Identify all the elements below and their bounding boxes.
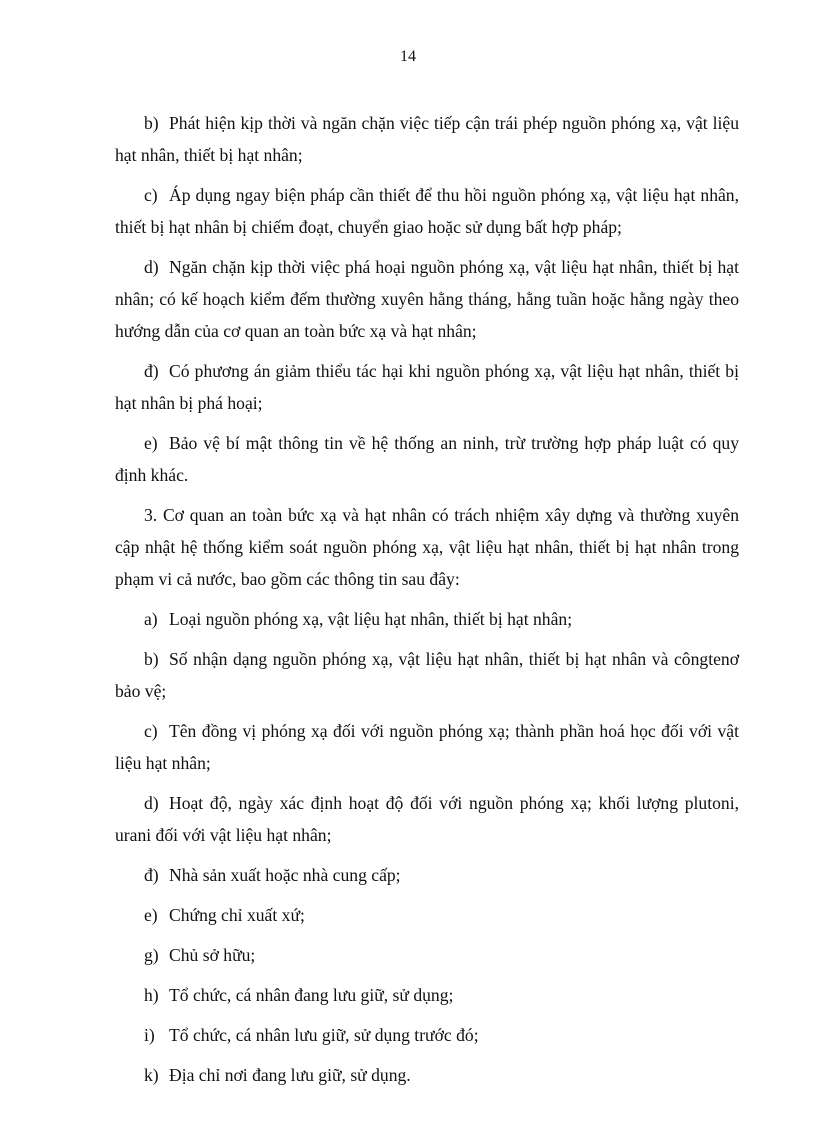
paragraph-dd: [115, 355, 739, 419]
paragraph-text: Tên đồng vị phóng xạ đối với nguồn phóng xạ; thành phần hoá học đối với vật liệu hạt nhân;: [115, 721, 739, 773]
list-marker: đ): [144, 361, 159, 381]
paragraph-text: Có phương án giảm thiểu tác hại khi nguồn phóng xạ, vật liệu hạt nhân, thiết bị hạt nhân bị phá hoại;: [115, 361, 739, 413]
paragraph-text: Nhà sản xuất hoặc nhà cung cấp;: [169, 865, 401, 885]
list-marker: i): [144, 1025, 155, 1045]
item-c: [115, 715, 739, 779]
clause-3: [115, 499, 739, 595]
list-marker: e): [144, 433, 158, 453]
paragraph-text: Bảo vệ bí mật thông tin về hệ thống an ninh, trừ trường hợp pháp luật có quy định khác.: [115, 433, 739, 485]
paragraph-text: Phát hiện kịp thời và ngăn chặn việc tiếp cận trái phép nguồn phóng xạ, vật liệu hạt nhân, thiết bị hạt nhân;: [115, 113, 739, 165]
list-marker: d): [144, 793, 159, 813]
list-marker: đ): [144, 865, 159, 885]
paragraph-text: Tổ chức, cá nhân đang lưu giữ, sử dụng;: [169, 985, 454, 1005]
item-g: [115, 939, 739, 971]
list-marker: c): [144, 721, 158, 741]
list-marker: d): [144, 257, 159, 277]
list-marker: h): [144, 985, 159, 1005]
item-d: [115, 787, 739, 851]
paragraph-text: Địa chỉ nơi đang lưu giữ, sử dụng.: [169, 1065, 411, 1085]
list-marker: b): [144, 649, 159, 669]
paragraph-d: [115, 251, 739, 347]
list-marker: k): [144, 1065, 159, 1085]
paragraph-text: Hoạt độ, ngày xác định hoạt độ đối với nguồn phóng xạ; khối lượng plutoni, urani đối với vật liệu hạt nhân;: [115, 793, 739, 845]
list-marker: g): [144, 945, 159, 965]
list-marker: c): [144, 185, 158, 205]
paragraph-text: Chứng chỉ xuất xứ;: [169, 905, 305, 925]
item-b: [115, 643, 739, 707]
paragraph-text: Áp dụng ngay biện pháp cần thiết để thu hồi nguồn phóng xạ, vật liệu hạt nhân, thiết bị hạt nhân bị chiếm đoạt, chuyển giao hoặc sử dụng bất hợp pháp;: [115, 185, 739, 237]
paragraph-c: [115, 179, 739, 243]
item-dd: [115, 859, 739, 891]
item-k: [115, 1059, 739, 1091]
item-e: [115, 899, 739, 931]
paragraph-text: Số nhận dạng nguồn phóng xạ, vật liệu hạt nhân, thiết bị hạt nhân và côngtenơ bảo vệ;: [115, 649, 739, 701]
paragraph-text: Chủ sở hữu;: [169, 945, 256, 965]
item-a: [115, 603, 739, 635]
list-marker: e): [144, 905, 158, 925]
paragraph-text: Loại nguồn phóng xạ, vật liệu hạt nhân, thiết bị hạt nhân;: [169, 609, 573, 629]
list-marker: a): [144, 609, 158, 629]
body-text: [115, 107, 739, 1099]
paragraph-text: 3. Cơ quan an toàn bức xạ và hạt nhân có trách nhiệm xây dựng và thường xuyên cập nhật hệ thống kiểm soát nguồn phóng xạ, vật liệu hạt nhân, thiết bị hạt nhân trong phạm vi cả nước, bao gồm các thông tin sau đây:: [115, 505, 739, 589]
paragraph-text: Ngăn chặn kịp thời việc phá hoại nguồn phóng xạ, vật liệu hạt nhân, thiết bị hạt nhân; có kế hoạch kiểm đếm thường xuyên hằng tháng, hằng tuần hoặc hằng ngày theo hướng dẫn của cơ quan an toàn bức xạ và hạt nhân;: [115, 257, 739, 341]
item-i: [115, 1019, 739, 1051]
paragraph-b: [115, 107, 739, 171]
list-marker: b): [144, 113, 159, 133]
item-h: [115, 979, 739, 1011]
paragraph-e: [115, 427, 739, 491]
page-number: 14: [400, 48, 416, 65]
paragraph-text: Tổ chức, cá nhân lưu giữ, sử dụng trước đó;: [169, 1025, 479, 1045]
